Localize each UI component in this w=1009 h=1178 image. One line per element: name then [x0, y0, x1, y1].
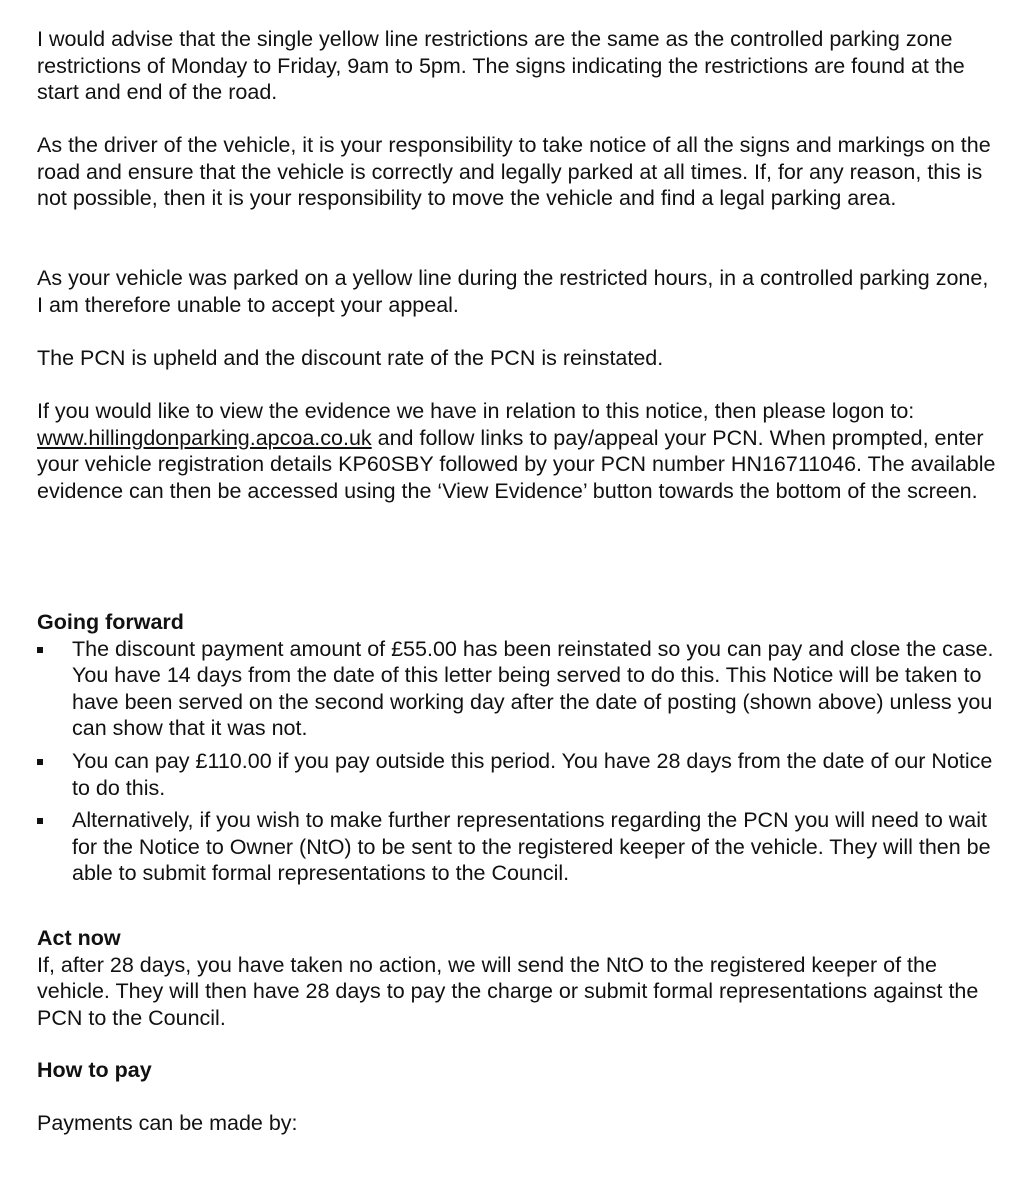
paragraph-restrictions: I would advise that the single yellow line restrictions are the same as the controlled parking zone restrictions of Monday to Friday, 9am to 5pm. The signs indicating the restrictions are found at the start and end of the road.	[37, 27, 965, 105]
list-item	[37, 636, 997, 742]
list-item-text: Alternatively, if you wish to make further representations regarding the PCN you will need to wait for the Notice to Owner (NtO) to be sent to the registered keeper of the vehicle. They will then be able to submit formal representations to the Council.	[72, 808, 991, 886]
paragraph-pcn-upheld: The PCN is upheld and the discount rate of the PCN is reinstated.	[37, 346, 664, 370]
bullet-icon	[37, 818, 43, 824]
going-forward-list	[37, 636, 997, 887]
evidence-text-before: If you would like to view the evidence we have in relation to this notice, then please logon to:	[37, 399, 915, 423]
paragraph-driver-responsibility: As the driver of the vehicle, it is your responsibility to take notice of all the signs and markings on the road and ensure that the vehicle is correctly and legally parked at all times. If, for any reason, this is not possible, then it is your responsibility to move the vehicle and find a legal parking area.	[37, 133, 991, 211]
list-item	[37, 748, 997, 801]
bullet-icon	[37, 647, 43, 653]
act-now-section	[37, 925, 997, 1031]
evidence-text-after: and follow links to pay/appeal your PCN. When prompted, enter your vehicle registration details KP60SBY followed by your PCN number HN16711046. The available evidence can then be accessed using the ‘View Evidence’ button towards the bottom of the screen.	[37, 425, 996, 503]
how-to-pay-heading: How to pay	[37, 1058, 152, 1082]
going-forward-heading: Going forward	[37, 610, 184, 634]
payments-intro: Payments can be made by:	[37, 1111, 298, 1135]
list-item-text: You can pay £110.00 if you pay outside this period. You have 28 days from the date of our Notice to do this.	[72, 748, 993, 800]
bullet-icon	[37, 759, 43, 765]
act-now-heading: Act now	[37, 926, 121, 950]
paragraph-appeal-rejected: As your vehicle was parked on a yellow line during the restricted hours, in a controlled parking zone, I am therefore unable to accept your appeal.	[37, 266, 989, 317]
going-forward-section	[37, 609, 997, 887]
act-now-text: If, after 28 days, you have taken no action, we will send the NtO to the registered keeper of the vehicle. They will then have 28 days to pay the charge or submit formal representations against the PCN to the Council.	[37, 952, 979, 1030]
parking-website-link[interactable]: www.hillingdonparking.apcoa.co.uk	[37, 425, 372, 450]
list-item-text: The discount payment amount of £55.00 has been reinstated so you can pay and close the case. You have 14 days from the date of this letter being served to do this. This Notice will be taken to have been served on the second working day after the date of posting (shown above) unless you can show that it was not.	[72, 636, 994, 741]
list-item	[37, 807, 997, 887]
paragraph-view-evidence	[37, 398, 997, 504]
